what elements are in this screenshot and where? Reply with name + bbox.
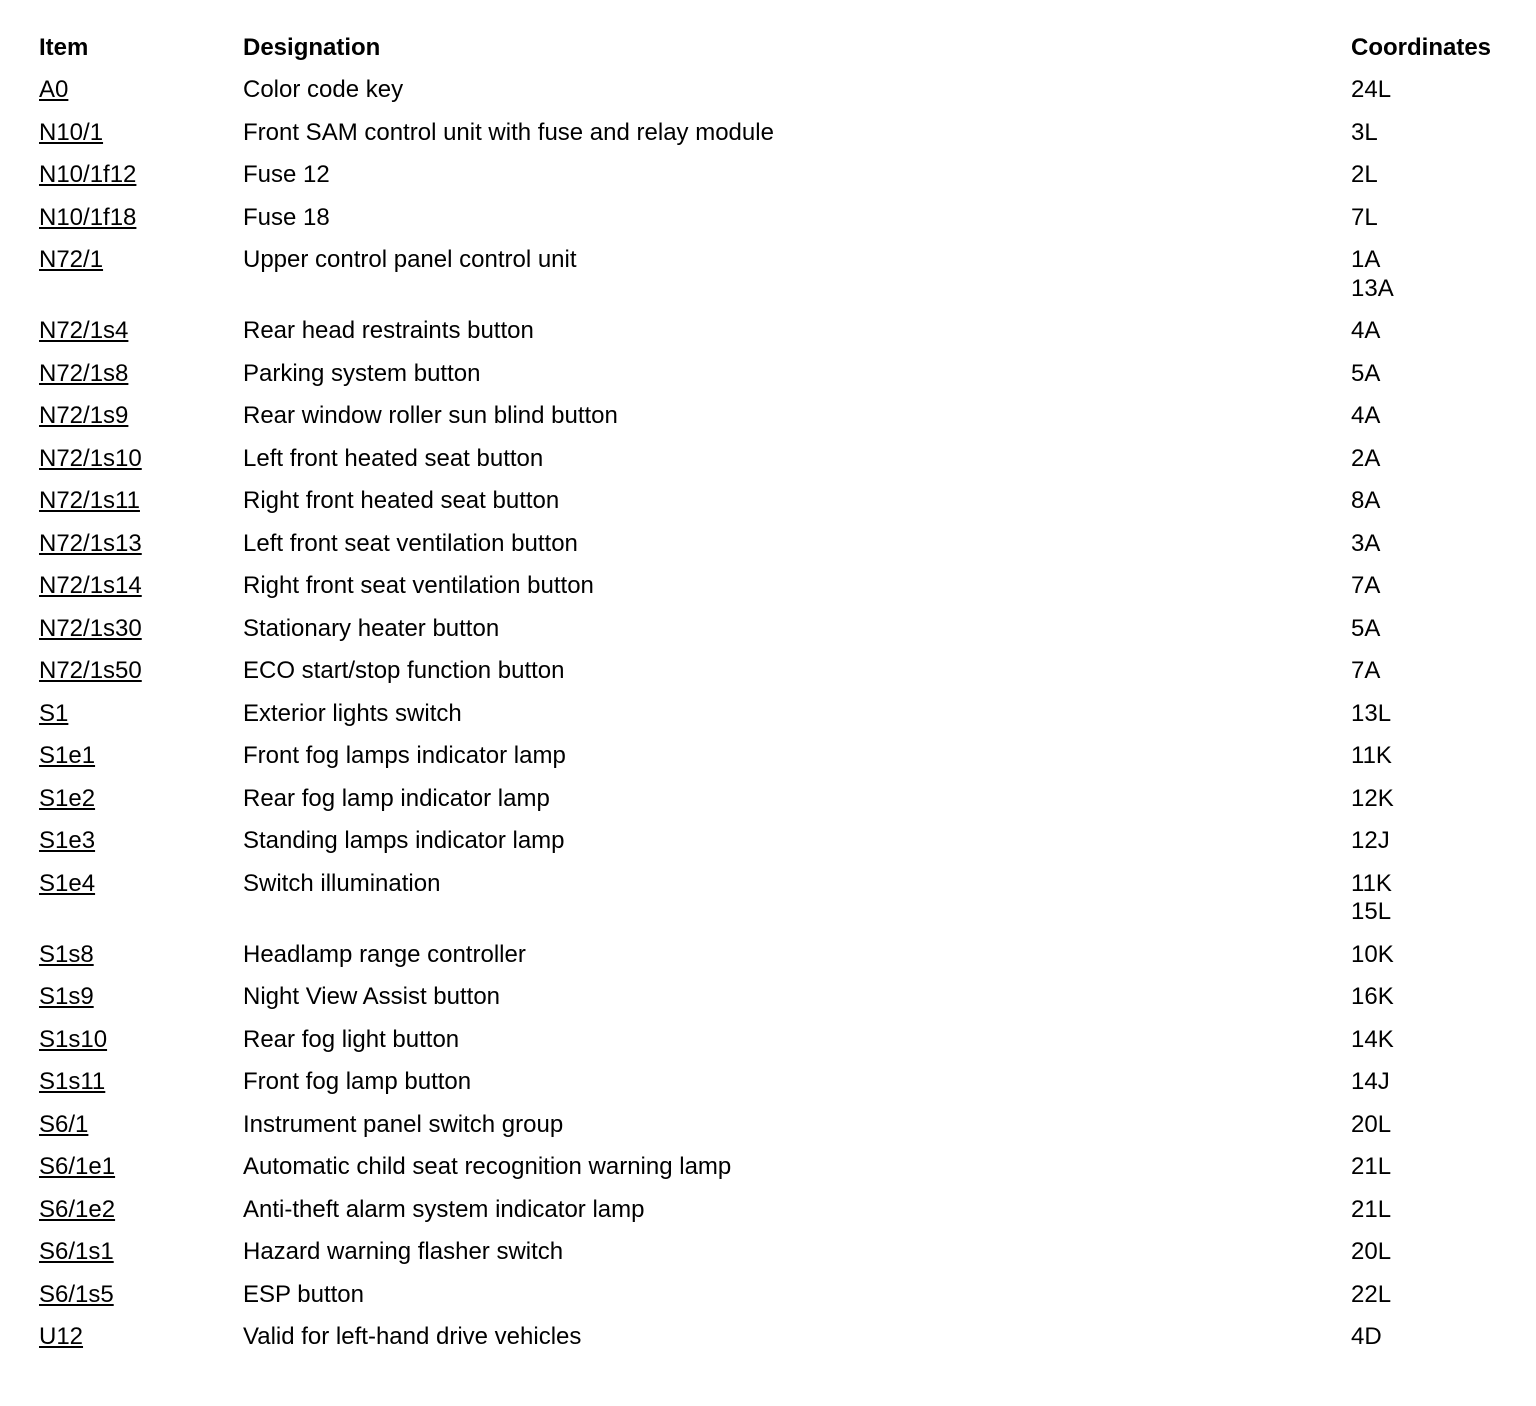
header-coordinates: Coordinates <box>1351 34 1492 61</box>
item-link[interactable]: S6/1 <box>39 1110 89 1138</box>
item-link[interactable]: S1s10 <box>39 1025 108 1053</box>
item-link[interactable]: N72/1s11 <box>39 487 140 514</box>
item-cell <box>39 572 243 615</box>
coordinates-cell <box>1351 572 1519 615</box>
coordinates-cell <box>1351 870 1519 941</box>
table-row <box>39 700 1519 743</box>
header-item: Item <box>39 34 89 61</box>
coordinates-cell <box>1351 445 1519 488</box>
designation-cell: ECO start/stop function button <box>243 657 565 684</box>
item-link[interactable]: N72/1s50 <box>39 657 142 684</box>
coordinate-value: 3A <box>1351 529 1381 557</box>
coordinates-cell <box>1351 700 1519 743</box>
coordinate-value: 12K <box>1351 784 1394 812</box>
coordinate-value: 22L <box>1351 1280 1392 1308</box>
table-row <box>39 1111 1519 1154</box>
coordinate-value: 21L <box>1351 1153 1392 1180</box>
coordinates-cell <box>1351 657 1519 700</box>
coordinates-cell <box>1351 983 1519 1026</box>
table-row <box>39 657 1519 700</box>
coordinate-value: 3L <box>1351 118 1378 146</box>
table-row <box>39 317 1519 360</box>
coordinate-value: 24L <box>1351 76 1392 103</box>
table-row <box>39 827 1519 870</box>
coordinates-cell <box>1351 941 1519 984</box>
table-row <box>39 204 1519 247</box>
item-link[interactable]: N10/1 <box>39 118 104 146</box>
item-link[interactable]: S6/1s1 <box>39 1238 114 1265</box>
item-cell <box>39 742 243 785</box>
item-link[interactable]: U12 <box>39 1323 84 1350</box>
designation-cell: Rear window roller sun blind button <box>243 402 618 429</box>
item-cell <box>39 870 243 941</box>
item-cell <box>39 1323 243 1366</box>
coordinates-cell <box>1351 1323 1519 1366</box>
header-row <box>39 34 1519 76</box>
coordinate-value: 13A <box>1351 274 1394 302</box>
coordinate-value: 11K <box>1351 869 1392 897</box>
coordinate-value: 4D <box>1351 1323 1382 1350</box>
item-cell <box>39 487 243 530</box>
item-cell <box>39 119 243 162</box>
table-row <box>39 402 1519 445</box>
item-cell <box>39 76 243 119</box>
table-row <box>39 246 1519 317</box>
coordinates-cell <box>1351 360 1519 403</box>
item-cell <box>39 161 243 204</box>
coordinates-cell <box>1351 530 1519 573</box>
coordinate-value: 20L <box>1351 1238 1392 1265</box>
table-row <box>39 1153 1519 1196</box>
coordinates-cell <box>1351 1153 1519 1196</box>
item-link[interactable]: S1e1 <box>39 742 96 769</box>
item-link[interactable]: S1e2 <box>39 784 96 812</box>
item-cell <box>39 204 243 247</box>
designation-cell: Fuse 18 <box>243 203 330 231</box>
item-link[interactable]: N72/1s30 <box>39 614 142 642</box>
coordinate-value: 7L <box>1351 203 1378 231</box>
item-link[interactable]: S6/1e1 <box>39 1153 116 1180</box>
table-row <box>39 785 1519 828</box>
table-row <box>39 983 1519 1026</box>
item-link[interactable]: N72/1s10 <box>39 444 142 472</box>
item-cell <box>39 1026 243 1069</box>
coordinate-value: 1A <box>1351 246 1381 273</box>
coordinates-cell <box>1351 785 1519 828</box>
coordinate-value: 11K <box>1351 742 1392 769</box>
coordinates-cell <box>1351 1068 1519 1111</box>
designation-cell: Front SAM control unit with fuse and relay module <box>243 118 774 146</box>
designation-cell: Switch illumination <box>243 869 441 897</box>
coordinate-value: 21L <box>1351 1195 1392 1223</box>
coordinates-cell <box>1351 487 1519 530</box>
table-row <box>39 1281 1519 1324</box>
designation-cell: Instrument panel switch group <box>243 1110 564 1138</box>
coordinate-value: 13L <box>1351 699 1392 727</box>
coordinates-cell <box>1351 119 1519 162</box>
coordinates-cell <box>1351 246 1519 317</box>
designation-cell: ESP button <box>243 1280 364 1308</box>
coordinate-value: 14K <box>1351 1025 1394 1053</box>
table-row <box>39 870 1519 941</box>
table-row <box>39 360 1519 403</box>
coordinate-value: 15L <box>1351 898 1392 925</box>
item-cell <box>39 657 243 700</box>
coordinate-value: 2A <box>1351 444 1381 472</box>
coordinates-cell <box>1351 204 1519 247</box>
legend-table <box>39 34 1519 1366</box>
designation-cell: Standing lamps indicator lamp <box>243 827 565 854</box>
table-row <box>39 1238 1519 1281</box>
designation-cell: Front fog lamp button <box>243 1068 472 1095</box>
coordinates-cell <box>1351 827 1519 870</box>
item-link[interactable]: N72/1s14 <box>39 572 142 599</box>
item-link[interactable]: S1e4 <box>39 869 96 897</box>
item-link[interactable]: S1e3 <box>39 827 96 854</box>
coordinate-value: 4A <box>1351 317 1381 344</box>
item-link[interactable]: N72/1s4 <box>39 317 129 344</box>
designation-cell: Rear fog lamp indicator lamp <box>243 784 550 812</box>
designation-cell: Front fog lamps indicator lamp <box>243 742 566 769</box>
item-cell <box>39 1153 243 1196</box>
designation-cell: Fuse 12 <box>243 161 330 188</box>
item-link[interactable]: N72/1s9 <box>39 402 129 429</box>
designation-cell: Headlamp range controller <box>243 940 526 968</box>
table-row <box>39 76 1519 119</box>
item-cell <box>39 1238 243 1281</box>
item-link[interactable]: N72/1 <box>39 246 104 273</box>
designation-cell: Exterior lights switch <box>243 699 462 727</box>
designation-cell: Right front seat ventilation button <box>243 572 594 599</box>
item-cell <box>39 615 243 658</box>
coordinate-value: 5A <box>1351 359 1381 387</box>
coordinate-value: 7A <box>1351 572 1381 599</box>
designation-cell: Upper control panel control unit <box>243 246 577 273</box>
item-cell <box>39 445 243 488</box>
header-designation: Designation <box>243 34 381 61</box>
item-link[interactable]: S1 <box>39 699 69 727</box>
coordinates-cell <box>1351 402 1519 445</box>
designation-cell: Hazard warning flasher switch <box>243 1238 564 1265</box>
item-link[interactable]: N10/1f18 <box>39 203 137 231</box>
item-link[interactable]: S6/1s5 <box>39 1280 114 1308</box>
item-link[interactable]: N72/1s13 <box>39 529 142 557</box>
coordinate-value: 2L <box>1351 161 1378 188</box>
table-row <box>39 530 1519 573</box>
table-row <box>39 445 1519 488</box>
designation-cell: Parking system button <box>243 359 481 387</box>
coordinates-cell <box>1351 742 1519 785</box>
table-row <box>39 615 1519 658</box>
table-row <box>39 487 1519 530</box>
coordinates-cell <box>1351 1196 1519 1239</box>
designation-cell: Stationary heater button <box>243 614 500 642</box>
item-link[interactable]: N72/1s8 <box>39 359 129 387</box>
item-link[interactable]: S6/1e2 <box>39 1195 116 1223</box>
designation-cell: Rear head restraints button <box>243 317 534 344</box>
item-cell <box>39 246 243 317</box>
coordinate-value: 20L <box>1351 1110 1392 1138</box>
item-cell <box>39 1068 243 1111</box>
coordinate-value: 4A <box>1351 402 1381 429</box>
item-cell <box>39 360 243 403</box>
table-body <box>39 76 1519 1366</box>
item-cell <box>39 1281 243 1324</box>
table-row <box>39 742 1519 785</box>
item-cell <box>39 402 243 445</box>
coordinates-cell <box>1351 1281 1519 1324</box>
item-cell <box>39 1111 243 1154</box>
designation-cell: Night View Assist button <box>243 983 501 1010</box>
table-row <box>39 1323 1519 1366</box>
coordinate-value: 7A <box>1351 657 1381 684</box>
coordinate-value: 8A <box>1351 487 1381 514</box>
designation-cell: Left front seat ventilation button <box>243 529 578 557</box>
coordinates-cell <box>1351 76 1519 119</box>
designation-cell: Color code key <box>243 76 404 103</box>
coordinates-cell <box>1351 1111 1519 1154</box>
item-cell <box>39 827 243 870</box>
coordinates-cell <box>1351 161 1519 204</box>
item-link[interactable]: S1s8 <box>39 940 94 968</box>
coordinate-value: 5A <box>1351 614 1381 642</box>
item-cell <box>39 1196 243 1239</box>
designation-cell: Automatic child seat recognition warning lamp <box>243 1153 732 1180</box>
table-row <box>39 1068 1519 1111</box>
table-row <box>39 119 1519 162</box>
item-cell <box>39 530 243 573</box>
table-row <box>39 572 1519 615</box>
table-row <box>39 1196 1519 1239</box>
item-cell <box>39 941 243 984</box>
designation-cell: Right front heated seat button <box>243 487 560 514</box>
item-link[interactable]: S1s11 <box>39 1068 106 1095</box>
coordinates-cell <box>1351 615 1519 658</box>
designation-cell: Anti-theft alarm system indicator lamp <box>243 1195 645 1223</box>
designation-cell: Rear fog light button <box>243 1025 460 1053</box>
item-cell <box>39 700 243 743</box>
coordinates-cell <box>1351 1026 1519 1069</box>
coordinate-value: 10K <box>1351 940 1394 968</box>
item-link[interactable]: S1s9 <box>39 983 94 1010</box>
table-row <box>39 161 1519 204</box>
table-row <box>39 941 1519 984</box>
table-header <box>39 34 1519 76</box>
designation-cell: Valid for left-hand drive vehicles <box>243 1323 582 1350</box>
coordinate-value: 16K <box>1351 983 1394 1010</box>
item-link[interactable]: A0 <box>39 76 69 103</box>
designation-cell: Left front heated seat button <box>243 444 544 472</box>
item-cell <box>39 785 243 828</box>
coordinates-cell <box>1351 1238 1519 1281</box>
table-row <box>39 1026 1519 1069</box>
item-link[interactable]: N10/1f12 <box>39 161 137 188</box>
coordinate-value: 12J <box>1351 827 1390 854</box>
coordinates-cell <box>1351 317 1519 360</box>
item-cell <box>39 317 243 360</box>
item-cell <box>39 983 243 1026</box>
coordinate-value: 14J <box>1351 1068 1390 1095</box>
